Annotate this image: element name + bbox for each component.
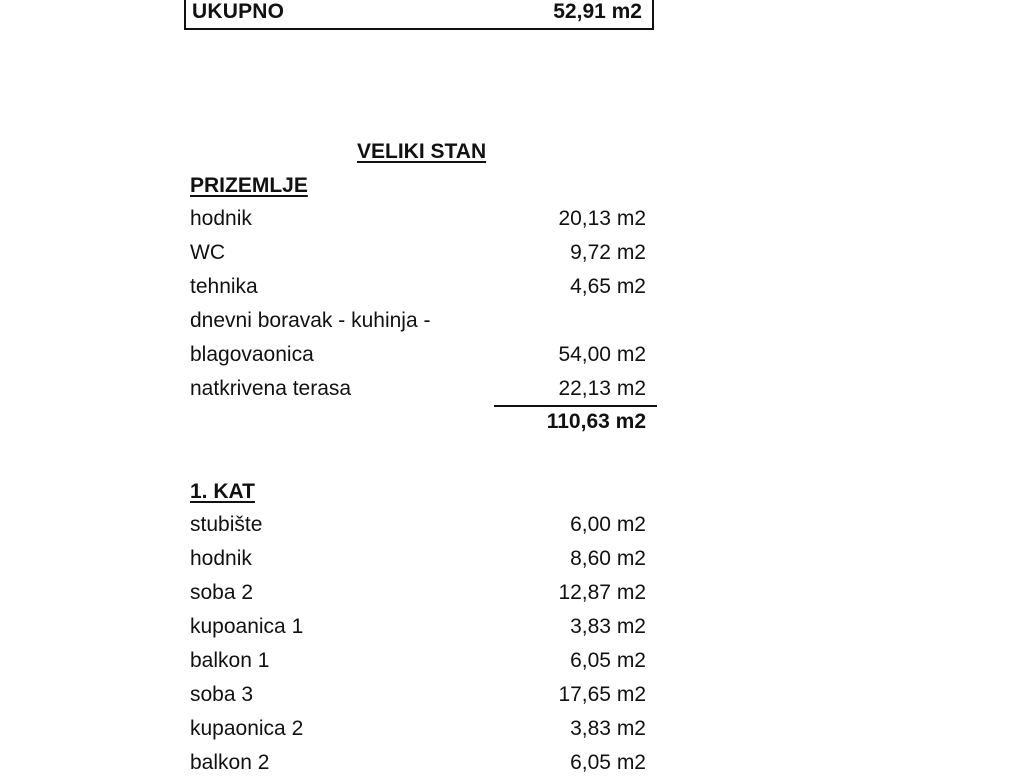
table-row [190,343,646,373]
total-box [184,0,654,30]
table-row [190,207,646,237]
table-row [190,649,646,679]
room-name: tehnika [190,275,258,298]
room-name: kupaonica 2 [190,717,304,740]
table-row [190,547,646,577]
room-name: blagovaonica [190,343,314,366]
section-heading-ground-floor: PRIZEMLJE [190,174,308,197]
table-row [190,377,646,407]
room-name: natkrivena terasa [190,377,352,400]
ground-floor-subtotal: 110,63 m2 [546,410,646,433]
room-area: 6,05 m2 [570,649,646,672]
room-name: hodnik [190,547,252,570]
room-area: 17,65 m2 [558,683,646,706]
table-row [190,513,646,543]
room-name: balkon 2 [190,751,270,774]
room-name: soba 2 [190,581,254,604]
page-title: VELIKI STAN [357,140,487,163]
room-name: WC [190,241,225,264]
room-area: 54,00 m2 [558,343,646,366]
total-value: 52,91 m2 [553,0,642,23]
room-area: 6,00 m2 [570,513,646,536]
subtotal-divider [494,405,657,407]
table-row [190,309,646,339]
room-name: stubište [190,513,263,536]
room-name: balkon 1 [190,649,270,672]
room-name: hodnik [190,207,252,230]
room-name: dnevni boravak - kuhinja - [190,309,431,332]
room-area: 3,83 m2 [570,717,646,740]
room-area: 3,83 m2 [570,615,646,638]
table-row [190,615,646,645]
table-row [190,241,646,271]
room-area: 6,05 m2 [570,751,646,774]
table-row [190,581,646,611]
room-area: 12,87 m2 [558,581,646,604]
total-label: UKUPNO [192,0,285,23]
room-area: 4,65 m2 [570,275,646,298]
room-area: 22,13 m2 [558,377,646,400]
table-row [190,751,646,781]
table-row [190,683,646,713]
room-name: soba 3 [190,683,254,706]
room-area: 8,60 m2 [570,547,646,570]
room-area: 9,72 m2 [570,241,646,264]
room-area: 20,13 m2 [558,207,646,230]
table-row [190,275,646,305]
table-row [190,717,646,747]
room-name: kupoanica 1 [190,615,304,638]
section-heading-first-floor: 1. KAT [190,480,255,503]
